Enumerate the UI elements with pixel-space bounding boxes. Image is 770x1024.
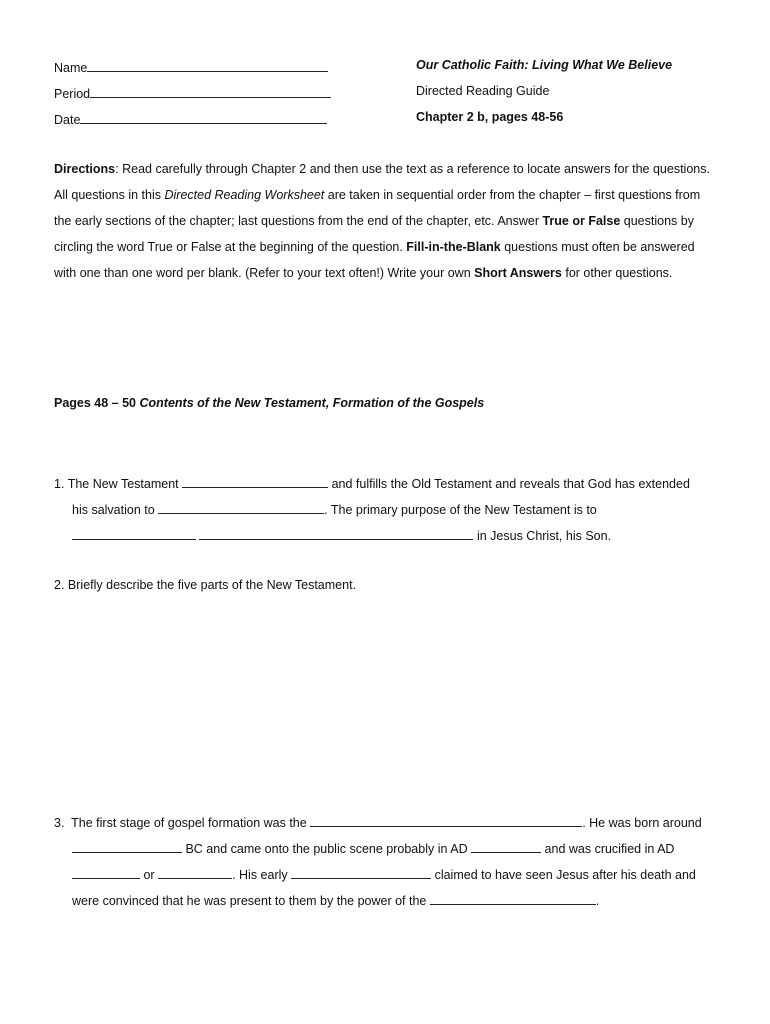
directions-label: Directions xyxy=(54,162,116,176)
q2-line xyxy=(54,578,356,592)
q3-line-1 xyxy=(54,813,702,830)
q2-text: Briefly describe the five parts of the New Testament. xyxy=(67,578,357,592)
section-heading xyxy=(54,396,484,410)
book-title: Our Catholic Faith: Living What We Believe xyxy=(416,58,673,72)
q1-text-e: in Jesus Christ, his Son. xyxy=(473,529,612,543)
q3-blank-7[interactable] xyxy=(430,891,596,905)
q3-blank-4[interactable] xyxy=(72,865,140,879)
q3-text-b: . He was born around xyxy=(582,816,702,830)
directions-text-4: questions must often be answered with one than one word per blank. (Refer to your text often!) Write your own xyxy=(54,240,695,280)
date-row xyxy=(54,110,327,127)
period-row xyxy=(54,84,331,101)
date-blank[interactable] xyxy=(80,110,327,124)
section-title: Contents of the New Testament, Formation of the Gospels xyxy=(139,396,485,410)
chapter-label: Chapter 2 b, pages 48-56 xyxy=(416,110,564,124)
directions-worksheet-title: Directed Reading Worksheet xyxy=(164,188,325,202)
directions-paragraph xyxy=(54,156,714,286)
q1-text-b: and fulfills the Old Testament and reveals that God has extended xyxy=(328,477,690,491)
q3-blank-3[interactable] xyxy=(471,839,541,853)
directions-text-2: are taken in sequential order from the chapter – first questions from the early sections of the chapter; last questions from the end of the chapter, etc. Answer xyxy=(54,188,701,228)
q3-blank-2[interactable] xyxy=(72,839,182,853)
q3-blank-6[interactable] xyxy=(291,865,431,879)
q1-line-2 xyxy=(72,500,597,517)
directions-true-false: True or False xyxy=(542,214,621,228)
q1-blank-1[interactable] xyxy=(182,474,328,488)
period-blank[interactable] xyxy=(90,84,331,98)
q3-text-f: . His early xyxy=(232,868,292,882)
directions-text-3: questions by circling the word True or False at the beginning of the question. xyxy=(54,214,694,254)
section-pages: Pages 48 – 50 xyxy=(54,396,140,410)
q3-text-c: BC and came onto the public scene probably in AD xyxy=(182,842,472,856)
q1-text-a: The New Testament xyxy=(67,477,183,491)
q3-text-e: or xyxy=(140,868,159,882)
q3-text-i: . xyxy=(595,894,600,908)
q1-blank-3[interactable] xyxy=(72,526,196,540)
q3-line-3 xyxy=(72,865,696,882)
q1-number: 1. xyxy=(54,477,65,491)
q1-blank-2[interactable] xyxy=(158,500,324,514)
q3-text-g: claimed to have seen Jesus after his death and xyxy=(431,868,696,882)
date-label: Date xyxy=(54,113,81,127)
q1-line-3 xyxy=(72,526,611,543)
q3-line-2 xyxy=(72,839,674,856)
name-row xyxy=(54,58,328,75)
name-blank[interactable] xyxy=(87,58,328,72)
name-label: Name xyxy=(54,61,88,75)
directions-fill-blank: Fill-in-the-Blank xyxy=(406,240,501,254)
q1-text-d: . The primary purpose of the New Testament is to xyxy=(324,503,597,517)
q3-line-4 xyxy=(72,891,599,908)
directions-text-1: : Read carefully through Chapter 2 and then use the text as a reference to locate answers for the questions. All questions in this xyxy=(54,162,710,202)
q3-text-d: and was crucified in AD xyxy=(541,842,675,856)
directions-short-answers: Short Answers xyxy=(474,266,562,280)
q1-line-1 xyxy=(54,474,690,491)
q3-number: 3. xyxy=(54,816,65,830)
q3-blank-1[interactable] xyxy=(310,813,582,827)
directions-text-5: for other questions. xyxy=(561,266,673,280)
q1-text-c: his salvation to xyxy=(72,503,159,517)
q3-blank-5[interactable] xyxy=(158,865,232,879)
q3-text-h: were convinced that he was present to them by the power of the xyxy=(72,894,430,908)
period-label: Period xyxy=(54,87,91,101)
guide-title: Directed Reading Guide xyxy=(416,84,550,98)
q3-text-a: The first stage of gospel formation was the xyxy=(71,816,311,830)
q2-number: 2. xyxy=(54,578,65,592)
q1-blank-4[interactable] xyxy=(199,526,473,540)
